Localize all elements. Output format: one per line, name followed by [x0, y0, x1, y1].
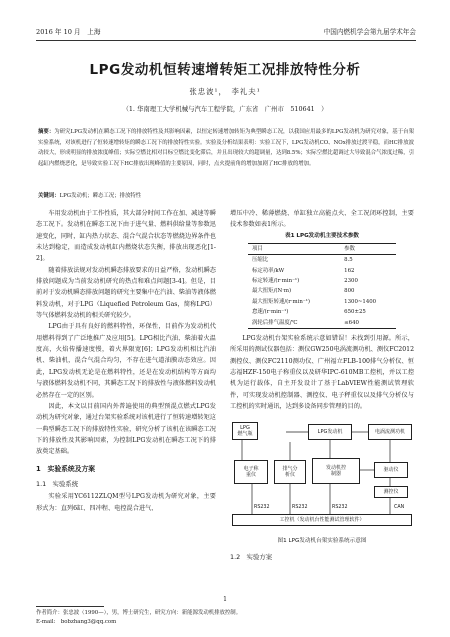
table-cell: 标定转速/(r·min⁻¹): [252, 277, 300, 284]
analyzer-box: [274, 460, 306, 484]
intro-paragraph-4: 因此，本文以目前国内外普遍使用的典型预混点燃式LPG发动机为研究对象，通过台架实验系统对该机进行了恒转速增转矩这一典型瞬态工况下的排放特性实验，研究分析了该机在该瞬态工况下的排放性及其影响因素，为控制LPG发动机在瞬态工况下的排放奠定基础。: [36, 402, 216, 456]
table-cell: 标定功率/kW: [252, 267, 285, 274]
table-row: [248, 297, 396, 307]
footnote-email: E-mail: bobzhang3@qq.com: [36, 619, 117, 625]
drive-box: [374, 462, 408, 478]
subsection-heading-1-1: 1.1 实验系统: [36, 479, 79, 488]
lpg-tank-label: LPG 燃气瓶: [237, 425, 253, 438]
analyzer-label: 排气分 析仪: [282, 466, 298, 479]
dyno-label: 电涡流测功机: [374, 429, 405, 436]
footnote-author: 作者简介：张忠波（1990—），男，博士研究生，研究方向：新能源发动机排放控制。: [36, 610, 242, 616]
table-cell: 涡轮后排气温度/℃: [248, 318, 340, 329]
table-cell: ≤640: [340, 318, 396, 329]
paper-title: LPG发动机恒转速增转矩工况排放特性分析: [89, 62, 361, 78]
ipc-box: [232, 514, 412, 526]
table-cell: 1300~1400: [344, 298, 377, 305]
table-header-cell: 项目: [248, 243, 340, 254]
table-header-row: [248, 243, 396, 254]
table-row: [248, 276, 396, 286]
table-cell: 650±25: [344, 309, 366, 316]
figure-caption: 图1 LPG发动机台架实验系统示意图: [277, 538, 367, 545]
table-row: [248, 318, 396, 329]
intro-paragraph-3: LPG由于具有良好的燃料特性，环保性，目前作为发动机代用燃料得到了广泛地推广及应用[5]。LPG相比汽油、柴油着火温度高，火焰传播速度慢，着火界限宽[6]；LPG发动机相比汽油机、柴油机，混合气混合均匀，不存在进气道油膜动态效应。因此，LPG发动机无论是在燃料特性，还是在发动机结构等方面均与液体燃料发动机不同，其瞬态工况下的排放性与液体燃料发动机必然存在一定的区别。: [36, 323, 216, 399]
header-left: 2016 年 10 月 上海: [36, 28, 101, 36]
table-cell: 162: [344, 267, 355, 274]
table-cell: 800: [344, 288, 355, 295]
section-heading-1: 1 实验系统及方案: [36, 464, 96, 473]
keywords-text: LPG发动机；瞬态工况；排放特性: [59, 193, 142, 199]
rs232-label-1: RS232: [254, 505, 270, 511]
ecu-box: [312, 458, 360, 484]
abstract-text: 为研究LPG发动机在瞬态工况下的排放特性及其影响因素，以恒定转速增加转矩为典型瞬态工况，以我国应用最多的LPG发动机为研究对象，基于台架实验系统，对该机进行了恒转速增转矩的瞬态工况下的排放特性实验。实验及分析结果表明：实验工况下，LPG发动机CO、NOx排放过渡平稳，而HC排放波动较大，形成明显的排放浓度峰值；实际空燃比相对目标空燃比变化滞后，并且出现较大的超调量，达到8.5%；实际空燃比超调过大导致混合气浓度过稀，引起缸内燃烧恶化，是导致实验工况下HC排放出现峰值的主要原因，同时，点火提前角的增加加剧了HC排放的增加。: [38, 129, 414, 167]
controller-box: [374, 486, 408, 498]
rs232-label-2: RS232: [292, 505, 308, 511]
running-header: [36, 26, 416, 38]
subsection-heading-1-2: 1.2 实验方案: [230, 552, 273, 561]
abstract-label: 摘要：: [38, 129, 55, 135]
table-caption: 表1 LPG发动机主要技术参数: [284, 232, 360, 239]
lpg-engine-box: [308, 424, 352, 440]
header-rule: [36, 40, 416, 41]
table-row: [248, 255, 396, 266]
table-cell: 最大扭矩/(N·m): [252, 288, 292, 295]
footnote: [36, 609, 416, 627]
right-paragraph-2: LPG发动机台架实验系统示意如错误！未找到引用源。所示，所采用的测试仪器包括：测仪GW250电涡流测功机、测仪FC2012测控仪、测仪FC2110测功仪、广州福立FLB-100排气分析仪、恒志福HZF-150电子称重仪以及研华IPC-610MB工控机，并以工控机为运行载体，自主开发设计了基于LabVIEW性能测试管理软件，可实现发动机控制器、测控仪、电子秤重仪以及排气分析仪与工控机的实时通讯，达到多设备同步管理的目的。: [230, 334, 415, 410]
table-cell: 压缩比: [252, 257, 269, 264]
page-number: 1: [223, 596, 227, 603]
intro-paragraph-1: 车用发动机由于工作性质，其大部分时间工作在加、减速等瞬态工况下。发动机在瞬态工况下由于进气量、燃料供给量等参数迅速变化，同时，缸内热力状态、混合气混合状态等燃烧边界条件也未达到稳定，而造成发动机缸内燃烧状态失衡，排放出现恶化[1-2]。: [36, 210, 216, 263]
ipc-label: 工控机（发动机台性能测试管理软件）: [279, 517, 365, 524]
footnote-rule: [36, 606, 104, 607]
table-row: [248, 307, 396, 317]
test-bench-diagram: [230, 416, 414, 534]
section1-paragraph: 实验采用YC6112ZLQM型号LPG发动机为研究对象，主要形式为：直列6缸、四冲程、电控混合进气、: [36, 493, 216, 512]
lpg-tank-box: [232, 422, 258, 440]
right-column: [230, 208, 414, 564]
can-label: CAN: [394, 505, 405, 511]
abstract: [38, 127, 414, 169]
left-column: [36, 208, 216, 514]
scale-box: [234, 460, 268, 484]
lpg-engine-label: LPG发动机: [317, 429, 343, 436]
table-cell: 怠速/(r·min⁻¹): [252, 309, 289, 316]
engine-spec-table: [248, 243, 396, 329]
rs232-label-3: RS232: [332, 505, 348, 511]
intro-paragraph-2: 随着排放法规对发动机瞬态排放要求的日益严格，发动机瞬态排放问题成为当前发动机研究的热点和难点问题[3-4]。但是，目前对于发动机瞬态排放问题的研究主要集中在汽油、柴油等液体燃料发动机，对于LPG（Liquefied Petroleum Gas，简称LPG）等气体燃料发动机的相关研究较少。: [36, 266, 216, 320]
table-row: [248, 286, 396, 296]
table-cell: 2300: [344, 277, 358, 284]
drive-label: 驱动仪: [383, 467, 399, 474]
table-header-cell: 参数: [340, 243, 396, 254]
paper-affiliation: （1. 华南理工大学机械与汽车工程学院，广东省 广州市 510641 ）: [122, 105, 328, 113]
right-paragraph-1: 增压中冷、稀薄燃烧、单缸独立高能点火、全工况闭环控制，主要技术参数如表1所示。: [230, 210, 414, 229]
dyno-box: [368, 424, 412, 440]
scale-label: 电子称 重仪: [243, 466, 259, 479]
ecu-label: 发动机控 制器: [325, 465, 346, 478]
table-cell: 最大扭矩转速/(r·min⁻¹): [252, 298, 310, 305]
keywords-label: 关键词：: [38, 193, 60, 199]
table-row: [248, 266, 396, 276]
paper-authors: 张忠波¹， 李礼夫¹: [189, 87, 261, 96]
controller-label: 测控仪: [383, 489, 399, 496]
header-right: 中国内燃机学会第九届学术年会: [323, 28, 416, 36]
table-cell: 8.5: [344, 257, 353, 264]
keywords: [38, 192, 414, 201]
